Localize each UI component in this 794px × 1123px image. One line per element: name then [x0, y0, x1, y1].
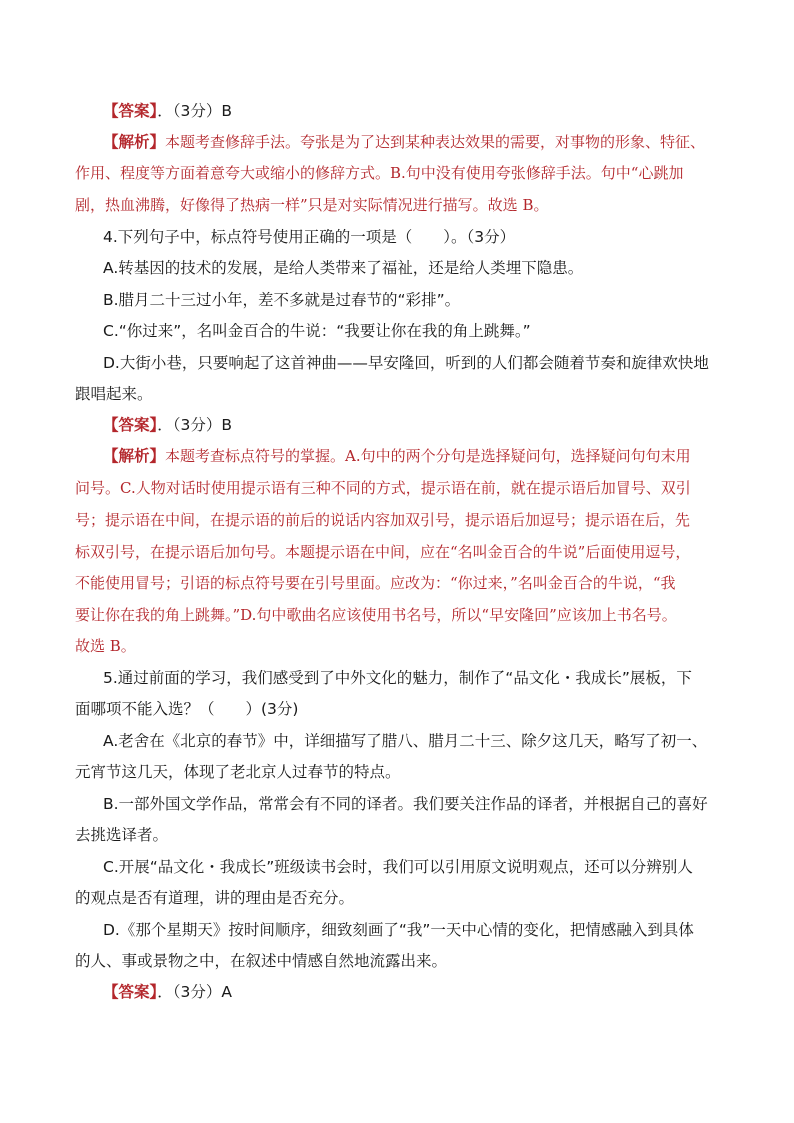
q5-option-b-line-1: B.一部外国文学作品，常常会有不同的译者。我们要关注作品的译者，并根据自己的喜好 [103, 795, 708, 813]
q5-option-d-line-1: D.《那个星期天》按时间顺序，细致刻画了“我”一天中心情的变化，把情感融入到具体 [103, 921, 694, 939]
q5-answer-line [103, 981, 232, 1003]
q4-option-b: B.腊月二十三过小年，差不多就是过春节的“彩排”。 [103, 291, 461, 309]
q3-analysis-line-1 [103, 131, 705, 153]
q4-option-d-cont: 跟唱起来。 [75, 385, 153, 403]
q3-answer-line [103, 100, 232, 122]
q4-answer: ．（3分）B [157, 416, 233, 434]
q5-option-a-line-1: A.老舍在《北京的春节》中，详细描写了腊八、腊月二十三、除夕这几天，略写了初一、 [103, 732, 708, 750]
q4-option-d: D.大街小巷，只要响起了这首神曲——早安隆回，听到的人们都会随着节奏和旋律欢快地 [103, 354, 709, 372]
q3-analysis-line-3: 剧，热血沸腾，好像得了热病一样”只是对实际情况进行描写。故选 B。 [75, 196, 549, 214]
q4-analysis-line-2: 问号。C.人物对话时使用提示语有三种不同的方式，提示语在前，就在提示语后加冒号、双引 [75, 479, 691, 497]
answer-tag: 【答案】 [103, 983, 158, 1001]
q4-answer-line [103, 414, 232, 436]
q3-answer: ．（3分）B [157, 102, 233, 120]
q5-option-b-line-2: 去挑选译者。 [75, 826, 169, 844]
q5-stem-line-1: 5.通过前面的学习，我们感受到了中外文化的魅力，制作了“品文化・我成长”展板，下 [103, 669, 692, 687]
q5-answer: ．（3分）A [157, 983, 232, 1001]
answer-tag: 【答案】 [103, 102, 158, 120]
q5-option-d-line-2: 的人、事或景物之中，在叙述中情感自然地流露出来。 [75, 952, 448, 970]
q4-analysis-line-4: 标双引号，在提示语后加句号。本题提示语在中间，应在“名叫金百合的牛说”后面使用逗号， [75, 543, 691, 561]
q5-option-c-line-2: 的观点是否有道理，讲的理由是否充分。 [75, 889, 355, 907]
q4-option-c: C.“你过来”，名叫金百合的牛说：“我要让你在我的角上跳舞。” [103, 322, 531, 340]
analysis-tag: 【解析】 [103, 447, 166, 465]
answer-tag: 【答案】 [103, 416, 158, 434]
q4-analysis-line-1 [103, 445, 691, 467]
q5-stem-line-2: 面哪项不能入选？（ ）(3分) [75, 700, 299, 718]
q3-analysis-text-1: 本题考查修辞手法。夸张是为了达到某种表达效果的需要，对事物的形象、特征、 [165, 133, 706, 151]
q4-analysis-text-1: 本题考查标点符号的掌握。A.句中的两个分句是选择疑问句，选择疑问句句末用 [165, 447, 691, 465]
q4-analysis-line-7: 故选 B。 [75, 637, 136, 655]
q4-analysis-line-5: 不能使用冒号；引语的标点符号要在引号里面。应改为：“你过来，”名叫金百合的牛说，“我 [75, 574, 676, 592]
analysis-tag: 【解析】 [103, 133, 166, 151]
q5-option-c-line-1: C.开展“品文化・我成长”班级读书会时，我们可以引用原文说明观点，还可以分辨别人 [103, 858, 693, 876]
q4-option-a: A.转基因的技术的发展，是给人类带来了福祉，还是给人类埋下隐患。 [103, 259, 584, 277]
q5-option-a-line-2: 元宵节这几天，体现了老北京人过春节的特点。 [75, 763, 401, 781]
q3-analysis-line-2: 作用、程度等方面着意夸大或缩小的修辞方式。B.句中没有使用夸张修辞手法。句中“心跳加 [75, 164, 684, 182]
q4-analysis-line-6: 要让你在我的角上跳舞。”D.句中歌曲名应该使用书名号，所以“早安隆回”应该加上书名号。 [75, 606, 677, 624]
q4-analysis-line-3: 号；提示语在中间，在提示语的前后的说话内容加双引号，提示语后加逗号；提示语在后，先 [75, 511, 691, 529]
q4-stem: 4.下列句子中，标点符号使用正确的一项是（ ）。（3分） [103, 228, 516, 246]
